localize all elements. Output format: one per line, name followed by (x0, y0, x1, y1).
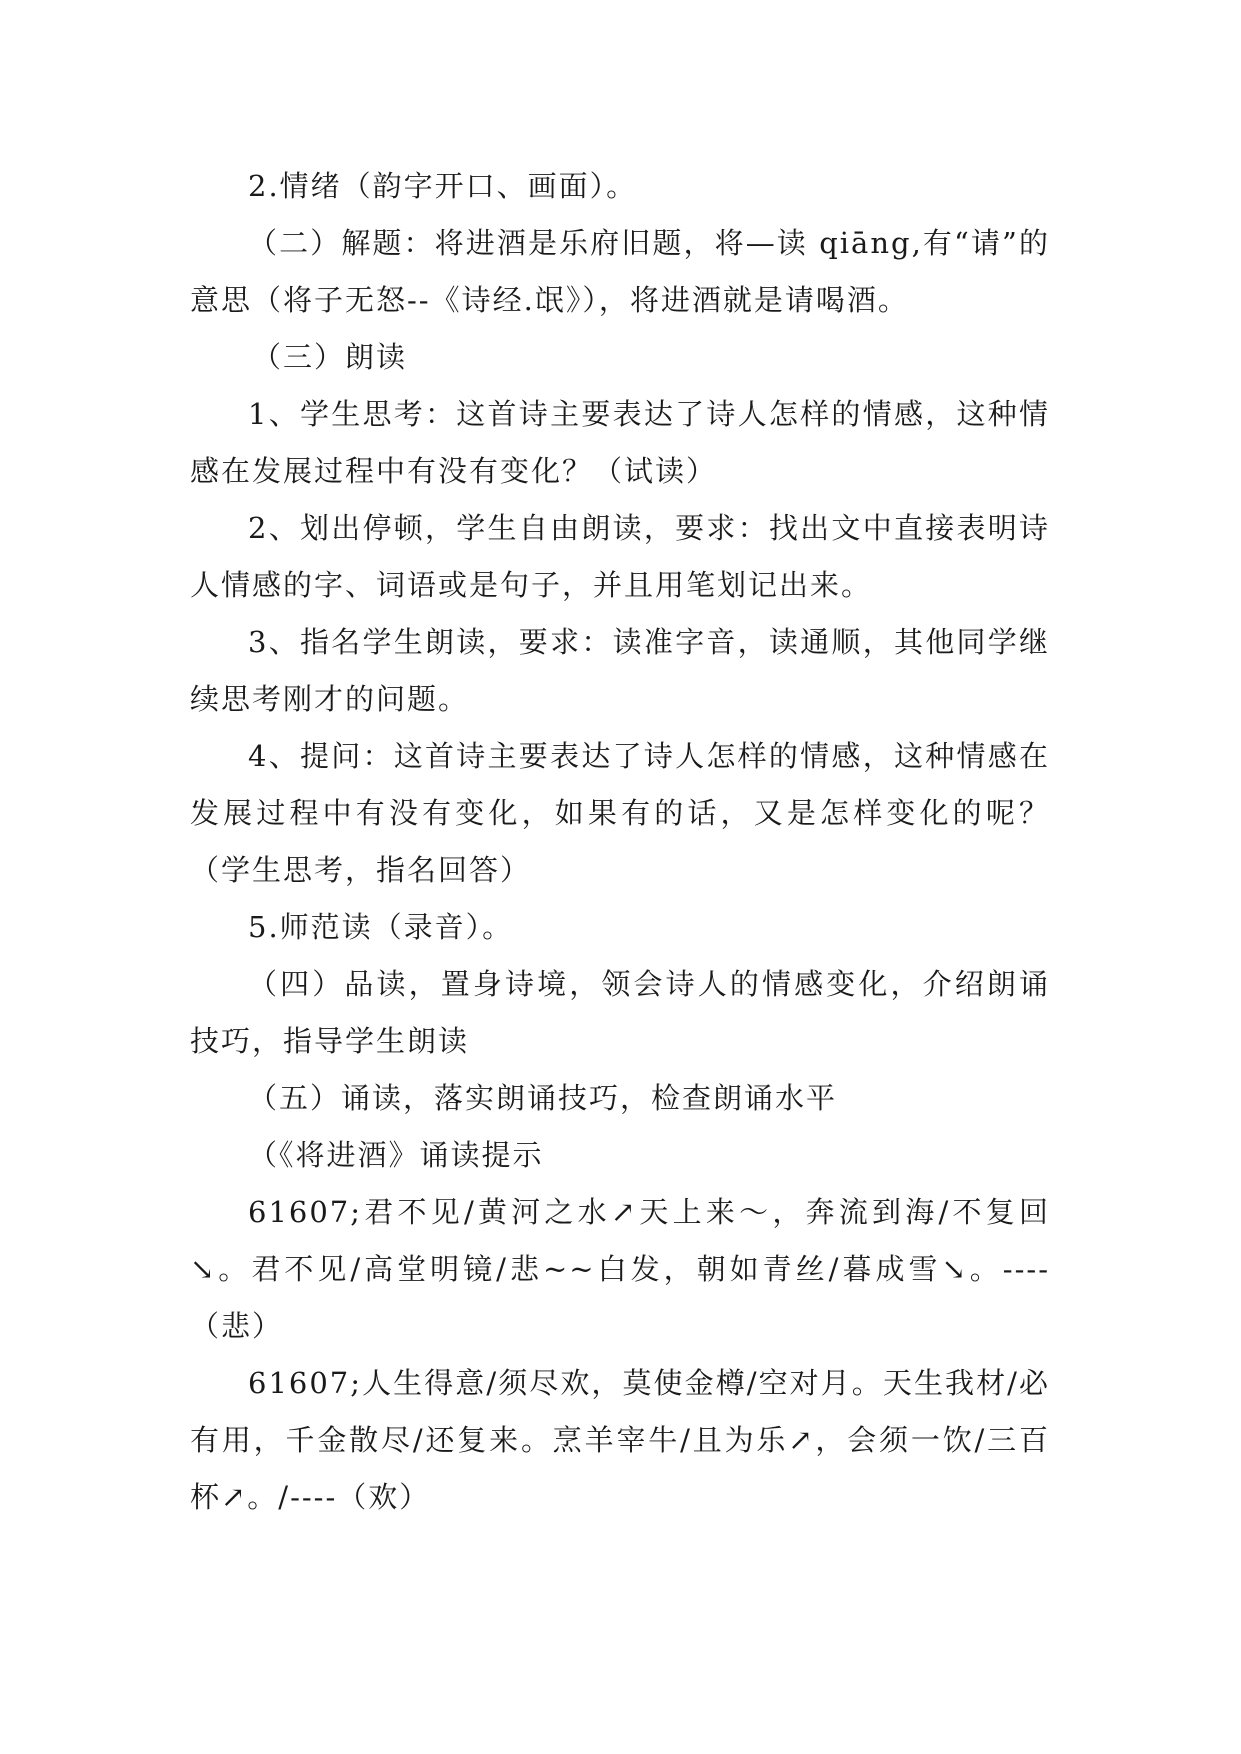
paragraph-title-explanation: （二）解题：将进酒是乐府旧题，将—读 qiāng,有“请”的意思（将子无怒--《诗经.氓》），将进酒就是请喝酒。 (190, 226, 1050, 317)
recitation-tips-heading: （《将进酒》诵读提示 (248, 1138, 544, 1172)
paragraph-step-5: 5.师范读（录音）。 (248, 910, 514, 944)
paragraph-step-3: 3、指名学生朗读，要求：读准字音，读通顺，其他同学继续思考刚才的问题。 (190, 625, 1050, 716)
paragraph-step-1: 1、学生思考：这首诗主要表达了诗人怎样的情感，这种情感在发展过程中有没有变化？（试读） (190, 397, 1050, 488)
section-heading-reading: （三）朗读 (252, 340, 408, 374)
poem-stanza-joy: 61607;人生得意/须尽欢，莫使金樽/空对月。天生我材/必有用，千金散尽/还复来。烹羊宰牛/且为乐↗，会须一饮/三百杯↗。/----（欢） (190, 1366, 1050, 1514)
paragraph-step-4: 4、提问：这首诗主要表达了诗人怎样的情感，这种情感在发展过程中有没有变化，如果有的话，又是怎样变化的呢？（学生思考，指名回答） (190, 739, 1050, 887)
paragraph-emotion-point: 2.情绪（韵字开口、画面）。 (248, 169, 638, 203)
poem-stanza-sad: 61607;君不见/黄河之水↗天上来～，奔流到海/不复回↘。君不见/高堂明镜/悲~~白发，朝如青丝/暮成雪↘。----（悲） (190, 1195, 1050, 1343)
section-heading-recitation: （五）诵读，落实朗诵技巧，检查朗诵水平 (248, 1081, 838, 1115)
paragraph-step-2: 2、划出停顿，学生自由朗读，要求：找出文中直接表明诗人情感的字、词语或是句子，并且用笔划记出来。 (190, 511, 1050, 602)
document-body (190, 158, 1050, 1526)
section-heading-appreciation: （四）品读，置身诗境，领会诗人的情感变化，介绍朗诵技巧，指导学生朗读 (190, 967, 1050, 1058)
